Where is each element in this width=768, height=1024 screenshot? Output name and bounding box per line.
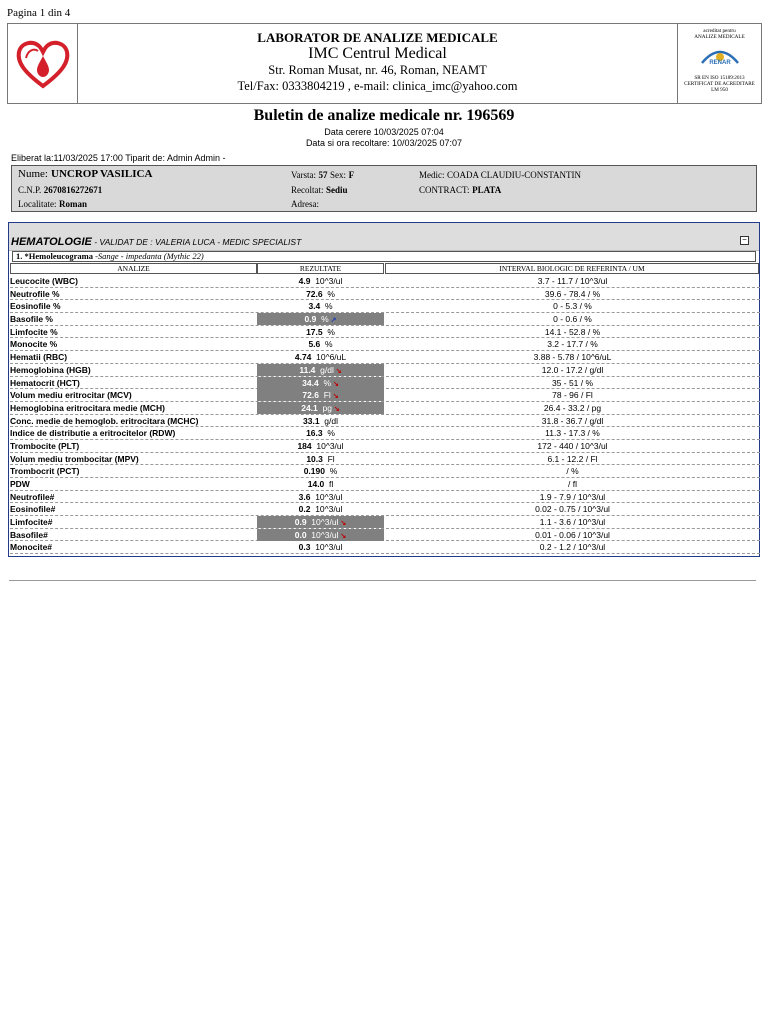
section-title-line [11,236,301,248]
patient-collected-label: Recoltat: [291,185,324,195]
reference-range: 78 - 96 / Fl [552,390,593,401]
low-arrow-icon: ↘ [331,380,339,388]
result-cell [257,338,384,350]
reference-range: 0.2 - 1.2 / 10^3/ul [539,542,606,553]
low-arrow-icon: ↘ [330,393,339,401]
analysis-name: Hematocrit (HCT) [10,377,80,388]
result-unit: 10^3/ul [311,517,339,528]
hematology-header [9,223,759,251]
result-value: 3.4 [308,301,321,312]
patient-info [11,165,757,212]
analysis-name: Conc. medie de hemoglob. eritrocitara (MCHC) [10,415,199,426]
page-number: Pagina 1 din 4 [7,7,71,19]
result-cell [257,440,384,452]
result-unit: 10^3/ul [311,529,339,540]
section-title: HEMATOLOGIE [11,236,92,248]
patient-locality-field [18,199,87,209]
result-cell [257,529,384,541]
result-cell [257,275,384,287]
table-row [10,389,760,402]
reference-range: 0 - 0.6 / % [553,314,592,325]
result-unit: % [327,326,335,337]
patient-cnp-field [18,185,102,195]
reference-range: 0 - 5.3 / % [553,301,592,312]
reference-range: / % [566,466,579,477]
result-cell [257,288,384,300]
result-unit: 10^3/ul [315,276,343,286]
table-row [10,478,760,491]
collapse-toggle-button[interactable]: − [740,236,749,245]
lab-info [78,24,677,103]
lab-name: IMC Centrul Medical [308,45,447,62]
analysis-name: Hematii (RBC) [10,352,68,363]
patient-cnp: 2670816272671 [43,185,103,195]
table-row [10,491,760,504]
result-unit: Fl [327,453,335,464]
result-cell [257,503,384,515]
cert-line2: ANALIZE MEDICALE [694,34,745,40]
patient-name-field [18,168,152,180]
low-arrow-icon: ↘ [338,532,347,540]
result-unit: % [329,466,338,477]
document-title: Buletin de analize medicale nr. 196569 [253,107,515,124]
table-row [10,377,760,390]
contract-value: PLATA [472,185,502,195]
result-value: 72.6 [306,288,323,299]
reference-range: 1.1 - 3.6 / 10^3/ul [539,517,606,528]
analysis-name: Trombocite (PLT) [10,440,80,451]
lab-contact: Tel/Fax: 0333804219 , e-mail: clinica_imc@yahoo.com [237,79,518,93]
result-unit: pg [322,402,332,413]
analysis-name: Indice de distributie a eritrocitelor (RDW) [10,428,176,439]
reference-range: 172 - 440 / 10^3/ul [537,440,608,451]
result-cell [257,541,384,553]
low-arrow-icon: ↘ [331,405,340,413]
result-value: 34.4 [302,377,319,388]
column-header-reference: INTERVAL BIOLOGIC DE REFERINTA / UM [385,263,759,274]
result-value: 17.5 [306,326,323,337]
result-value: 0.9 [294,517,307,528]
reference-range: 11.3 - 17.3 / % [545,428,600,439]
analysis-name: Neutrofile % [10,288,60,299]
heart-logo-icon [14,36,72,92]
result-unit: 10^6/uL [316,352,347,363]
table-row [10,541,760,554]
result-unit: fl [329,479,334,489]
table-row [10,364,760,377]
result-cell [257,427,384,439]
cert-line4: CERTIFICAT DE ACREDITARE [684,81,755,87]
result-value: 3.6 [298,491,311,502]
low-arrow-icon: ↘ [333,367,342,375]
table-row [10,288,760,301]
result-value: 11.4 [299,364,316,375]
column-header-results: REZULTATE [257,263,384,274]
contract-label: CONTRACT: [419,185,470,195]
analysis-name: PDW [10,479,30,489]
result-value: 0.9 [304,314,317,325]
reference-range: 12.0 - 17.2 / g/dl [541,364,604,375]
result-unit: 10^3/ul [315,542,343,553]
patient-name: UNCROP VASILICA [51,168,153,180]
result-value: 184 [297,440,312,451]
table-row [10,465,760,478]
patient-sex-label: Sex: [330,170,347,180]
analysis-name: Limfocite % [10,326,58,337]
result-cell [257,465,384,477]
result-cell [257,478,384,490]
low-arrow-icon: ↘ [338,520,347,528]
reference-range: 26.4 - 33.2 / pg [543,402,602,413]
patient-sex: F [348,170,355,180]
patient-name-label: Nume: [18,168,48,180]
result-value: 4.74 [294,352,312,363]
test-name: 1. *Hemoleucograma [16,251,93,261]
reference-range: 3.88 - 5.78 / 10^6/uL [533,352,612,363]
lab-header [7,23,762,104]
analysis-name: Eosinofile % [10,301,61,312]
test-detail: -Sange - impedanta (Mythic 22) [92,251,204,261]
patient-age-label: Varsta: [291,170,316,180]
patient-age: 57 [318,170,328,180]
patient-locality-label: Localitate: [18,199,57,209]
section-validated: - VALIDAT DE : VALERIA LUCA - MEDIC SPECIALIST [91,237,302,247]
reference-range: 35 - 51 / % [551,377,594,388]
lab-address: Str. Roman Musat, nr. 46, Roman, NEAMT [268,63,487,77]
reference-range: 3.2 - 17.7 / % [547,339,598,350]
reference-range: 6.1 - 12.2 / Fl [547,453,598,464]
table-row [10,529,760,542]
result-value: 0.190 [303,466,325,477]
reference-range: 39.6 - 78.4 / % [544,288,601,299]
result-unit: 10^3/ul [315,504,343,515]
result-unit: % [327,288,335,299]
result-cell [257,326,384,338]
cert-line5: LM 950 [711,87,728,93]
result-unit: % [323,377,332,388]
collection-date: Data si ora recoltare: 10/03/2025 07:07 [305,138,463,148]
result-value: 33.1 [303,415,320,426]
patient-collected-field [291,185,348,195]
doctor-name: COADA CLAUDIU-CONSTANTIN [447,170,582,180]
reference-range: 0.01 - 0.06 / 10^3/ul [535,529,610,540]
result-unit: g/dl [324,415,338,426]
result-value: 0.3 [298,542,311,553]
result-value: 10.3 [306,453,323,464]
lab-logo [8,24,78,103]
result-value: 4.9 [298,276,311,286]
analysis-name: Basofile# [10,529,48,540]
result-cell [257,364,384,376]
result-value: 16.3 [306,428,323,439]
page-divider [9,580,756,581]
result-cell [257,351,384,363]
result-unit: g/dl [320,364,334,375]
table-row [10,440,760,453]
reference-range: / fl [568,479,577,489]
reference-range: 0.02 - 0.75 / 10^3/ul [535,504,610,515]
test-header [12,251,756,262]
result-cell [257,491,384,503]
analysis-name: Trombocrit (PCT) [10,466,80,477]
result-unit: % [325,339,333,350]
lab-title: LABORATOR DE ANALIZE MEDICALE [257,30,498,45]
table-row [10,516,760,529]
patient-cnp-label: C.N.P. [18,185,42,195]
patient-address-field [291,199,319,209]
issued-info: Eliberat la:11/03/2025 17:00 Tiparit de: Admin Admin - [11,153,226,163]
result-value: 0.0 [294,529,307,540]
analysis-name: Hemoglobina eritrocitara medie (MCH) [10,402,165,413]
table-row [10,313,760,326]
analysis-name: Leucocite (WBC) [10,276,78,286]
result-unit: % [325,301,333,312]
analysis-name: Basofile % [10,314,53,325]
table-row [10,503,760,516]
table-row [10,300,760,313]
result-unit: 10^3/ul [315,491,343,502]
result-cell [257,389,384,401]
doctor-field [419,170,581,180]
contract-field [419,185,501,195]
results-table [10,275,760,554]
result-cell [257,453,384,465]
result-cell [257,377,384,389]
table-row [10,427,760,440]
doctor-label: Medic: [419,170,445,180]
reference-range: 3.7 - 11.7 / 10^3/ul [537,276,608,286]
patient-address-label: Adresa: [291,199,319,209]
renar-logo-text: RENAR [708,60,731,66]
analysis-name: Hemoglobina (HGB) [10,364,91,375]
reference-range: 31.8 - 36.7 / g/dl [541,415,604,426]
table-row [10,402,760,415]
table-row [10,351,760,364]
accreditation-box [677,24,761,103]
analysis-name: Volum mediu trombocitar (MPV) [10,453,139,464]
reference-range: 14.1 - 52.8 / % [544,326,601,337]
table-row [10,415,760,428]
request-date: Data cerere 10/03/2025 07:04 [324,127,444,137]
table-row [10,326,760,339]
renar-logo-icon [698,43,742,67]
result-value: 0.2 [298,504,311,515]
cert-line3: SR EN ISO 15189:2013 [694,75,745,81]
high-arrow-icon: ↗ [328,317,337,325]
analysis-name: Eosinofile# [10,504,56,515]
result-cell [257,516,384,528]
result-cell [257,402,384,414]
result-value: 72.6 [302,390,319,401]
analysis-name: Neutrofile# [10,491,55,502]
analysis-name: Volum mediu eritrocitar (MCV) [10,390,132,401]
result-value: 14.0 [307,479,325,489]
result-unit: % [327,428,335,439]
result-cell [257,300,384,312]
column-header-analysis: ANALIZE [10,263,257,274]
result-unit: % [321,314,329,325]
result-value: 24.1 [301,402,318,413]
table-row [10,453,760,466]
result-unit: 10^3/ul [316,440,344,451]
result-cell [257,415,384,427]
reference-range: 1.9 - 7.9 / 10^3/ul [539,491,606,502]
analysis-name: Limfocite# [10,517,53,528]
patient-age-sex-field [291,170,354,180]
result-value: 5.6 [308,339,321,350]
result-cell [257,313,384,325]
analysis-name: Monocite % [10,339,58,350]
cert-line1: acreditat pentru [703,28,736,34]
table-row [10,275,760,288]
patient-locality: Roman [59,199,88,209]
table-row [10,338,760,351]
patient-collected: Sediu [326,185,348,195]
analysis-name: Monocite# [10,542,53,553]
result-unit: Fl [323,390,331,401]
hematology-section [8,222,760,557]
